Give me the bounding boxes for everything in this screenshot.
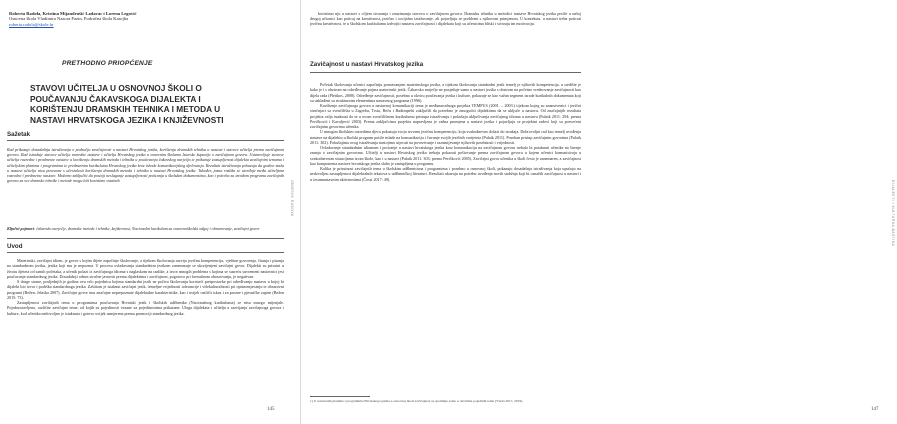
abstract-bottom-rule [7,238,284,239]
side-running-title-text: DIJALEKTI I KULTURNA BAŠTINA [891,180,895,247]
footnote: 1) U nastavnim planima i programima Hrvatskoga jezika u osnovnoj školi zavičajnost se spominje samo u okvirima pojedinih tema (Vlada 2017, 2019). [310,399,524,403]
page-number: 145 [267,407,275,412]
paragraph: Početak školovanja učenici započinju poznavanjem materinskoga jezika, a tijekom školovanja standardni jezik temelj je njihovih kompetencija, u središte je kako je i s obzirom na određivanje pojma materinski jezik. Čakavsko narječje ne posjeduje samo u nastavi jezika s obzirom na početno vrednovanje zavičajnosti kao dijela rada (Pletikos, 2008). Određenje zavičajnosti, posebno u okviru poučavanja jezika i kulture, pokazuje se kao važan segment izrade kurikulnih dokumenata koji su usklađeni sa strukturnim elementima nastavnog programa (1996). [310,82,581,103]
section-rule [310,72,581,73]
abstract-top-rule [7,140,284,141]
section-label: PRETHODNO PRIOPĆENJE [62,60,153,67]
continued-text [310,11,581,27]
paragraph: koristimo nju u nastavi s ciljem stvaranja i zauzimanja stavova o zavičajnom govoru. Dramsku tehniku u metodici nastave Hrvatskog jezika potiče u našoj drugoj učionici kao poticaj na kreativnost, jezično i socijalno izražavanje, ali pojavljuju se problemi s njihovom primjenom. U kontekstu, u nastavi treba poticati jezičnu kreativnost, te u školskom kurikulumu izdvojiti nastavu zavičajnosti i dijalekata koji su učenicima bliski i stvaraju im motivaciju. [310,11,581,27]
intro-body [7,258,284,316]
section-body [310,82,581,182]
paragraph: Kolika je prisutnost zavičajnih tema u školskim udžbenicima i programima i posebno u osnovnoj školi, pokazuju dosadašnja istraživanja koja upućuju na nedovoljnu zastupljenost dijalektalnih tekstova u udžbeničkoj literaturi. Rezultati ukazuju na potrebu uvođenja novih sadržaja koji bi osnažili zavičajnost u nastavi i u izvannastavnim aktivnostima (Čossi 2017: 49). [310,166,581,182]
page-number: 147 [871,407,879,412]
left-page [0,0,300,424]
author-block [9,11,159,27]
section-heading: Zavičajnost u nastavi Hrvatskog jezika [310,61,424,68]
side-running-title-text: ZBORNIK RADOVA [290,180,294,217]
author-names: Roberta Radoła, Kristina Mijandrušić Ladavac i Lorena Legović [9,11,137,16]
right-page [300,0,895,424]
paragraph: Materinski, zavičajni idiom, je govor s kojim dijete započinje školovanje, a tijekom školovanja razvija jezičnu kompetenciju, vještine govorenja, čitanja i pisanja na standardnom jeziku, jezika koji mu je nepoznat. U procesu ovladavanja standardnim jezikom zanemaruje se ukorijenjeni zavičajni govor. Dijalekti su prisutni u životu djeteta od samih početaka, a učenik polazi iz zavičajnoga idioma s naglaskom na razlike, a izvor mnogih problema s kojima se susreću suvremeni nastavnici jest poučavanje standardnog jezika. Dosadašnji odnos stručne javnosti prema dijalektima i zavičajnost, pogotovo pri formalnom obrazovanju, je negativan. [7,258,284,279]
keywords: Ključni pojmovi: čakavsko narječje, dramske metode i tehnike, književnost, Nacionalni kurikulum za osnovnoškolski odgoj i obrazovanje, zavičajni govor [7,226,260,231]
side-running-title [889,180,897,320]
abstract-text: Rad prikazuje dosadašnja istraživanja o području zavičajnosti u nastavi Hrvatskog jezika, korištenju dramskih tehnika u nastavi i stavove učitelja prema zavičajnom govoru. Rad istražuje stavove učitelja razredne nastave i učitelja Hrvatskog jezika u osnovnim školama Istarske županije o zavičajnom govoru. Ustanovljuje stavove učitelja razredne i predmetne nastave u korištenju dramskih metoda i tehnika u poučavanju čakavskog narječja te prikazuje zastupljenost dijalekta zavičajnim temama i učiteljskim planima i programima te predmetnim kurikulumu Hrvatskog jezika kroz ishode komunikacijskog djelovanja. Rezultati istraživanja pokazuju da godine staža u nastavi učitelja nisu povezane s učestalosti korištenja dramskih metoda i tehnika u nastavi Hrvatskog jezika. Također, jasna razlika se utvrđuje među učiteljima razredne i predmetne nastave. Možemo zaključiti da postoji neslaganje zastupljenosti poticanja u školskim dokumentima, kao i potreba za izradom programa zavičajnih govora za sve dramske tehnike i metode mogu biti koristimo ostatnih. [7,147,284,184]
paragraph: S druge strane, posljednjih je godina ova vrlo pojednica kojima standardni jezik ne počiva školovanju koristeći pretpostavke pri određivanju nastavu u kojoj bi dijalekt bio izvor i podrška standardnoga jezika. Zaštitom je istaknut zavičajni jezik, temeljne vrijednosti tolerancije i višekulturalnosti pri opismenjavanju te obrazovni programi (Bežen, Jelaska 2007). Zavičajni govor ima značajne neprepoznate dijalektalne karakteristike, kao i uvijek različit iskaz i za prozne i pjesničke zapise (Bežen 2015: 73). [7,279,284,300]
author-email-link[interactable]: roberta.radola@skole.hr [9,21,54,27]
intro-heading: Uvod [7,243,23,250]
side-running-title [288,180,296,320]
paragraph: Korištenje zavičajnoga govora u nastavnoj komunikaciji tema je međunarodnoga projekta TEMPUS (2001. – 2003.) tijekom kojeg su znanstvenici i jezični stručnjaci sa sveučilišta u Zagrebu, Trstu, Beču i Budimpešti zaključili da potrebno je omogućiti dijalektima da se uključe u nastavu. Od značajnijih rezultata projekta valja istaknuti da se u ovom sveučilišnom kurikulumu pristupa istraživanju i pokušaju uključivanja zavičajnog idioma u nastavu (Pulaik 2011: 294; prema Peričković i Kavaljević 2003). Prema zaključcima projekta napravljena je važna promjena u nastavi jezika i pojavljuju se projektni radovi koji su posvećeni zavičajnim govorima učenika. [310,103,581,129]
footnote-rule [310,396,370,397]
paragraph: U mnogim školskim razredima djeca pokazuju svoju izvornu jezičnu kompetenciju, koja svakodnevno dolazi do izražaja. Dobrovoljni rad kao temelj uvođenja nastave na dijalektu u školski program potiče mlade na komunikaciju i čuvanje svojih jezičnih varijeteta (Pulaik 2011). Poseban pristup zavičajnim govorima (Pulaik 2011: 302). Pokušajima ovog istraživanja nastojimo utjecati na povezivanje i razumijevanje njihovih posebnosti i vrijednosti. [310,129,581,145]
paragraph: Zastupljenost zavičajnih tema u programima poučavanja Hrvatski jezik i školskih udžbenika (Nacionalnog kurikuluma) se nisu mnogo mijenjale. Pojednostavljeno, različite zavičajne teme, od kojih su pojedinosti vezane za pojedinostima prikazane. Uloga dijalekata i učitelja u razvijanju zavičajnoga govora i kulture, kod učenika nedovoljno je istaknuta i gotovo uvijek usmjerena prema promociji standardnog jezika. [7,300,284,316]
paragraph: Ovladavanje standardnim idiomom i poticanje u nastavi hrvatskoga jezika kroz komunikaciju na zavičajnom govoru trebalo bi potaknuti učenike na širenje znanja o zavičajnim govorima. Učitelji u nastavi Hrvatskog jezika trebaju pokazati poštovanje prema zavičajnom govoru u kojem učenici komuniciraju u svakodnevnim situacijama izvan škole, kao i u nastavi (Pulaik 2011: 303; prema Peričković 2005). Zavičajni govor učenika u školi često je zanemaren, a zavičajnost kao komponenta nastave hrvatskoga jezika slabo je zastupljena u programu. [310,145,581,166]
paper-title: STAVOVI UČITELJA U OSNOVNOJ ŠKOLI O POUČAVANJU ČAKAVSKOGA DIJALEKTA I KORIŠTENJU DRAMSKIH TEHNIKA I METODA U NASTAVI HRVATSKOGA JEZIKA I KNJIŽEVNOSTI [30,83,224,125]
keywords-label: Ključni pojmovi [7,226,34,231]
abstract-heading: Sažetak [7,131,31,138]
keywords-text: čakavsko narječje, dramske metode i tehnike, književnost, Nacionalni kurikulum za osnovnoškolski odgoj i obrazovanje, zavičajni govor [36,226,260,231]
intro-rule [7,252,284,253]
affiliation: Osnovna škola Vladimira Nazora Pazin, Područna škola Karojba [9,16,129,22]
